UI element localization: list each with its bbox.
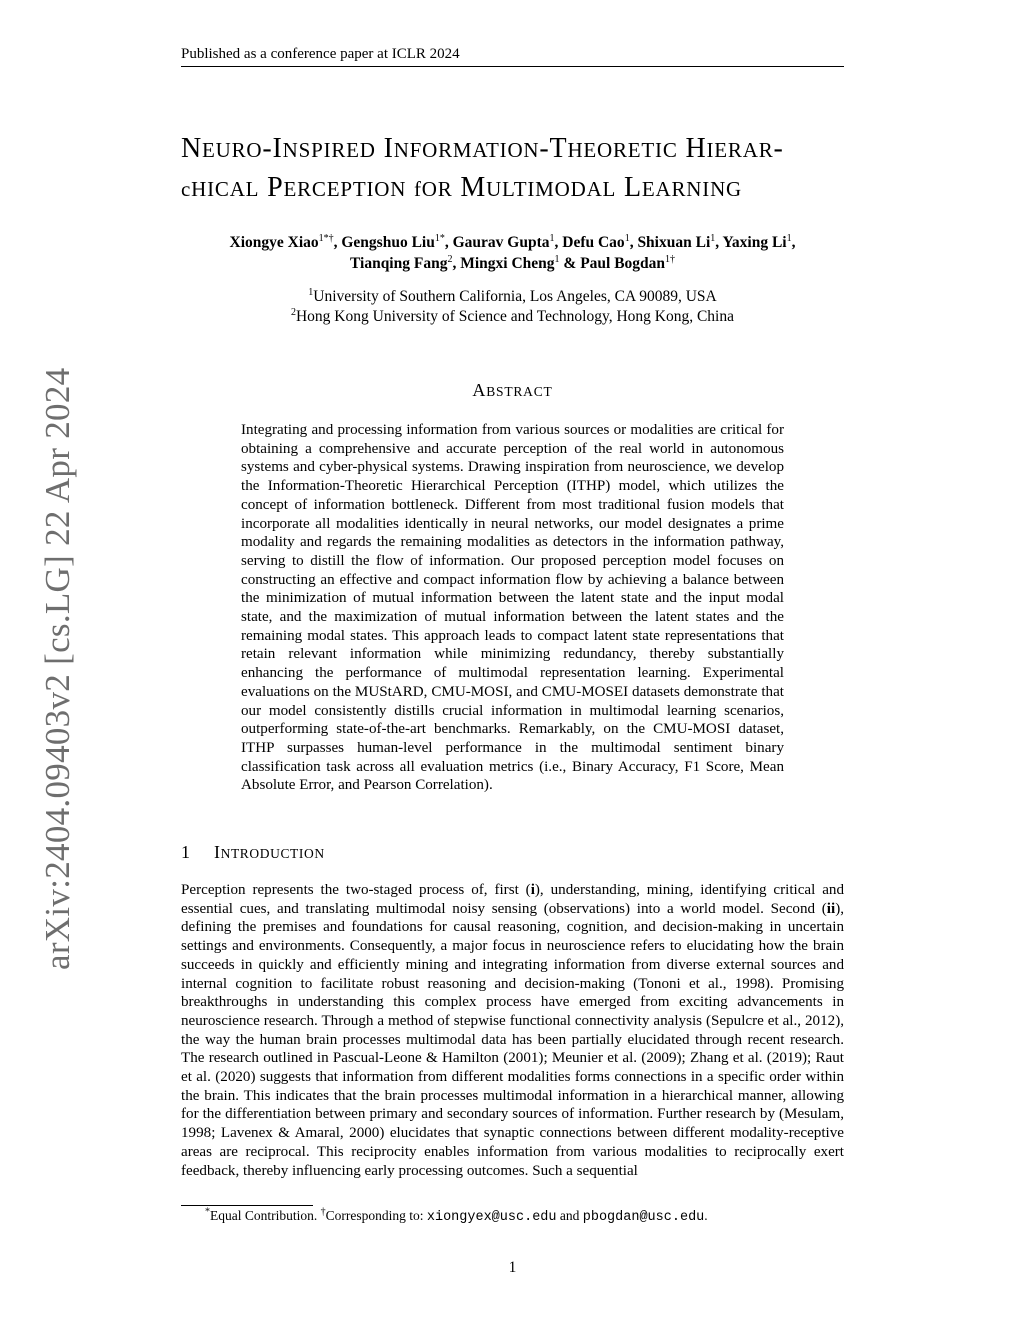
- abstract-heading: ABSTRACT: [472, 380, 553, 400]
- introduction-paragraph: Perception represents the two-staged process of, first (i), understanding, mining, identifying critical and essential cues, and translating multimodal noisy sensing (observations) into a world model. Second (ii), defining the premises and foundations for causal reasoning, cognition, and decision-making in uncertain settings and environments. Consequently, a major focus in neuroscience refers to elucidating how the brain succeeds in quickly and efficiently mining and integrating information from diverse external sources and internal cognition to facilitate robust reasoning and decision-making (Tononi et al., 1998). Promising breakthroughs in understanding this complex process have emerged from exciting advancements in neuroscience research. Through a method of stepwise functional connectivity analysis (Sepulcre et al., 2012), the way the human brain processes multimodal data has been partially elucidated through recent research. The research outlined in Pascual-Leone & Hamilton (2001); Meunier et al. (2009); Zhang et al. (2019); Raut et al. (2020) suggests that information from different modalities forms connections in a specific order within the brain. This indicates that the brain processes multimodal information in a hierarchical manner, allowing for the differentiation between primary and secondary sources of information. Further research by (Mesulam, 1998; Lavenex & Amaral, 2000) elucidates that synaptic connections between different modality-receptive areas are reciprocal. This reciprocity enables information from various modalities to reciprocally exert feedback, thereby influencing early processing outcomes. Such a sequential: [181, 882, 844, 1179]
- author-list: Xiongye Xiao$^{1*\dagger}$, Gengshuo Liu$^{1*}$, Gaurav Gupta$^1$, Defu Cao$^1$, Shixuan Li$^1$, Yaxing Li$^1$, Tianqing Fang$^2$, Mingxi Cheng$^1$ & Paul Bogdan$^{1\dagger}$: [229, 232, 796, 272]
- author-name: Gengshuo Liu: [341, 234, 435, 251]
- affiliation-2: $^2$Hong Kong University of Science and Technology, Hong Kong, China: [290, 306, 734, 325]
- abstract-text: Integrating and processing information from various sources or modalities are critical for obtaining a comprehensive and accurate perception of the real world in autonomous systems and cyber-physical systems. Drawing inspiration from neuroscience, we develop the Information-Theoretic Hierarchical Perception (ITHP) model, which utilizes the concept of information bottleneck. Different from most traditional fusion models that incorporate all modalities identically in neural networks, our model designates a prime modality and regards the remaining modalities as detectors in the information pathway, serving to distill the flow of information. Our proposed perception model focuses on constructing an effective and compact information flow by achieving a balance between the minimization of mutual information between the latent state and the input modal state, and the maximization of mutual information between the latent states and the remaining modal states. This approach leads to compact latent state representations that retain relevant information while minimizing redundancy, thereby substantially enhancing the performance of multimodal representation learning. Experimental evaluations on the MUStARD, CMU-MOSI, and CMU-MOSEI datasets demonstrate that our model consistently distills crucial information in multimodal learning scenarios, outperforming state-of-the-art benchmarks. Remarkably, on the CMU-MOSI dataset, ITHP surpasses human-level performance in the multimodal sentiment binary classification task across all evaluation metrics (i.e., Binary Accuracy, F1 Score, Mean Absolute Error, and Pearson Correlation).: [241, 422, 784, 794]
- arxiv-identifier[interactable]: arXiv:2404.09403v2 [cs.LG] 22 Apr 2024: [38, 367, 77, 970]
- email-link-2[interactable]: pbogdan@usc.edu: [582, 1210, 705, 1225]
- section-number: 1: [181, 842, 191, 862]
- email-link-1[interactable]: xiongyex@usc.edu: [426, 1210, 557, 1225]
- page-number: 1: [508, 1259, 517, 1276]
- author-name: Shixuan Li: [637, 234, 711, 251]
- title-line-2: cHICAL PERCEPTION fOR MULTIMODAL LEARNING: [181, 172, 742, 203]
- running-head: Published as a conference paper at ICLR 2024: [181, 46, 460, 62]
- section-heading-introduction: [181, 840, 844, 866]
- author-name: Gaurav Gupta: [452, 234, 550, 251]
- footnote: *Equal Contribution. †Corresponding to: xiongyex@usc.edu and pbogdan@usc.edu.: [205, 1206, 708, 1225]
- title-line-1: NEURO-INSPIRED INFORMATION-THEORETIC HIERAR-: [181, 133, 784, 164]
- footnote-rule: [181, 1205, 313, 1206]
- author-name: Paul Bogdan: [580, 255, 666, 272]
- author-name: Xiongye Xiao: [229, 234, 319, 251]
- header-rule: [181, 66, 844, 67]
- author-name: Tianqing Fang: [349, 255, 448, 272]
- section-title: INTRODUCTION: [214, 842, 325, 862]
- author-name: Yaxing Li: [722, 234, 787, 251]
- affiliations: [181, 287, 844, 327]
- affiliation-1: $^1$University of Southern California, Los Angeles, CA 90089, USA: [308, 286, 717, 305]
- author-name: Defu Cao: [562, 234, 625, 251]
- paper-title: [181, 130, 861, 208]
- author-name: Mingxi Cheng: [460, 255, 555, 272]
